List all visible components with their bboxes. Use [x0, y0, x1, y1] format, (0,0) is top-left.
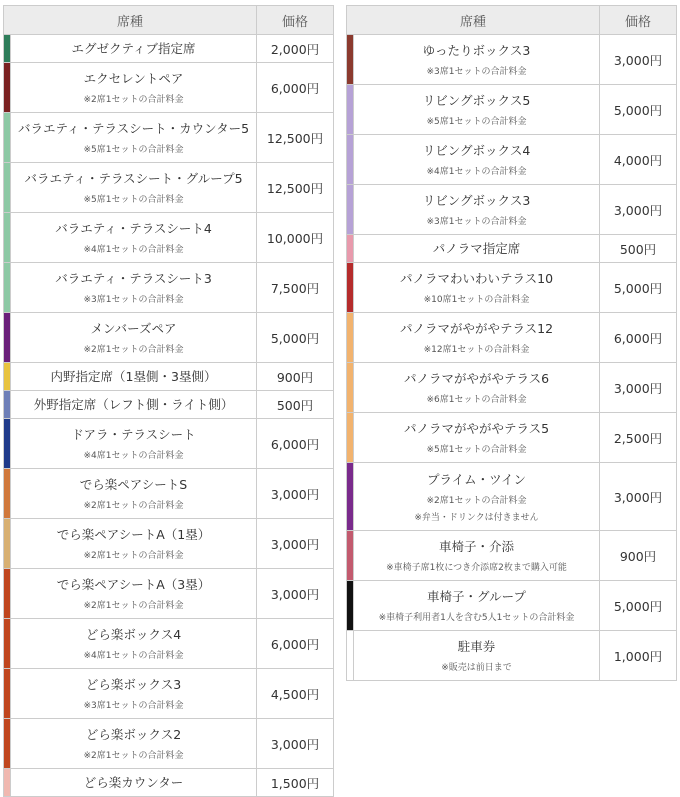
seat-name: バラエティ・テラスシート・カウンター5	[17, 121, 250, 136]
table-row	[4, 163, 334, 213]
price-value: 1,000円	[600, 631, 677, 681]
table-body	[347, 35, 677, 681]
table-row	[347, 135, 677, 185]
seat-cell	[11, 469, 257, 519]
seat-note: ※5席1セットの合計料金	[83, 145, 184, 155]
seat-color-bar	[4, 419, 11, 469]
seat-name: でら楽ペアシートA（3塁）	[56, 577, 211, 592]
price-value: 900円	[257, 363, 334, 391]
seat-name: プライム・ツイン	[427, 471, 527, 487]
table-row	[4, 469, 334, 519]
seat-cell	[11, 163, 257, 213]
table-header-row	[4, 6, 334, 35]
seat-cell	[11, 391, 257, 419]
price-value: 10,000円	[257, 213, 334, 263]
seat-name: でら楽ペアシートA（1塁）	[56, 527, 211, 542]
seat-color-bar	[4, 113, 11, 163]
seat-note: ※3席1セットの合計料金	[426, 217, 527, 227]
seat-name: 車椅子・グループ	[427, 589, 527, 604]
table-row	[4, 363, 334, 391]
seat-color-bar	[347, 531, 354, 581]
seat-cell	[354, 463, 600, 531]
seat-note: ※12席1セットの合計料金	[423, 345, 530, 355]
table-row	[4, 519, 334, 569]
seat-note: ※車椅子利用者1人を含む5人1セットの合計料金	[378, 613, 575, 623]
price-value: 3,000円	[257, 469, 334, 519]
seat-color-bar	[4, 363, 11, 391]
seat-note: ※3席1セットの合計料金	[426, 67, 527, 77]
seat-name: ドアラ・テラスシート	[71, 427, 196, 442]
seat-name: どら楽カウンター	[83, 775, 184, 790]
table-row	[4, 391, 334, 419]
seat-cell	[11, 569, 257, 619]
table-row	[347, 631, 677, 681]
seat-color-bar	[347, 135, 354, 185]
price-value: 500円	[257, 391, 334, 419]
seat-name: ゆったりボックス3	[422, 43, 531, 58]
seat-note: ※3席1セットの合計料金	[83, 701, 184, 711]
table-row	[347, 363, 677, 413]
seat-name: 内野指定席（1塁側・3塁側）	[50, 369, 217, 384]
seat-cell	[354, 263, 600, 313]
price-value: 6,000円	[257, 419, 334, 469]
seat-cell	[11, 213, 257, 263]
table-row	[4, 35, 334, 63]
seat-cell	[354, 363, 600, 413]
table-row	[347, 35, 677, 85]
seat-cell	[354, 631, 600, 681]
seat-name: バラエティ・テラスシート3	[55, 271, 212, 286]
seat-note: ※2席1セットの合計料金	[83, 95, 184, 105]
price-value: 12,500円	[257, 163, 334, 213]
table-row	[4, 213, 334, 263]
seat-name: リビングボックス3	[422, 193, 531, 208]
table-row	[347, 413, 677, 463]
seat-color-bar	[4, 63, 11, 113]
price-value: 1,500円	[257, 769, 334, 797]
seat-name: パノラマわいわいテラス10	[399, 271, 554, 286]
seat-color-bar	[4, 619, 11, 669]
seat-cell	[11, 63, 257, 113]
seat-color-bar	[347, 313, 354, 363]
seat-price-table-right	[346, 5, 677, 681]
price-value: 6,000円	[257, 619, 334, 669]
seat-note: ※4席1セットの合計料金	[83, 245, 184, 255]
seat-color-bar	[4, 519, 11, 569]
price-value: 3,000円	[600, 363, 677, 413]
seat-color-bar	[4, 719, 11, 769]
table-header-row	[347, 6, 677, 35]
seat-cell	[354, 235, 600, 263]
seat-name: パノラマがやがやテラス5	[403, 421, 550, 436]
seat-cell	[354, 135, 600, 185]
price-value: 6,000円	[600, 313, 677, 363]
seat-color-bar	[4, 213, 11, 263]
seat-color-bar	[347, 581, 354, 631]
seat-color-bar	[347, 235, 354, 263]
seat-name: メンバーズペア	[90, 321, 177, 336]
seat-color-bar	[4, 35, 11, 63]
seat-name: 車椅子・介添	[439, 539, 515, 554]
seat-cell	[11, 419, 257, 469]
seat-name: どら楽ボックス2	[85, 727, 182, 742]
price-value: 4,500円	[257, 669, 334, 719]
table-row	[347, 531, 677, 581]
seat-note: ※4席1セットの合計料金	[83, 451, 184, 461]
seat-note: ※5席1セットの合計料金	[426, 445, 527, 455]
seat-name: 駐車券	[457, 639, 496, 654]
seat-name: どら楽ボックス3	[85, 677, 182, 692]
seat-note: ※2席1セットの合計料金	[83, 751, 184, 761]
seat-note: ※2席1セットの合計料金	[83, 601, 184, 611]
seat-color-bar	[347, 463, 354, 531]
table-row	[4, 113, 334, 163]
seat-cell	[354, 581, 600, 631]
seat-cell	[11, 769, 257, 797]
seat-note: ※10席1セットの合計料金	[423, 295, 530, 305]
table-row	[4, 63, 334, 113]
seat-color-bar	[4, 469, 11, 519]
seat-name: パノラマがやがやテラス12	[399, 321, 554, 336]
table-row	[4, 619, 334, 669]
seat-color-bar	[4, 769, 11, 797]
seat-note: ※4席1セットの合計料金	[426, 167, 527, 177]
table-body	[4, 35, 334, 797]
seat-color-bar	[4, 163, 11, 213]
seat-name: パノラマ指定席	[432, 241, 521, 256]
seat-color-bar	[4, 391, 11, 419]
price-value: 7,500円	[257, 263, 334, 313]
seat-cell	[11, 35, 257, 63]
seat-type-header: 席種	[4, 6, 257, 35]
seat-name: バラエティ・テラスシート・グループ5	[24, 171, 243, 186]
seat-note: ※3席1セットの合計料金	[83, 295, 184, 305]
table-row	[4, 769, 334, 797]
seat-name: リビングボックス5	[422, 93, 531, 108]
price-value: 3,000円	[600, 35, 677, 85]
seat-cell	[354, 413, 600, 463]
seat-color-bar	[347, 413, 354, 463]
seat-name: でら楽ペアシートS	[79, 477, 188, 492]
table-row	[347, 463, 677, 531]
price-value: 3,000円	[257, 569, 334, 619]
price-value: 900円	[600, 531, 677, 581]
seat-note: ※5席1セットの合計料金	[426, 117, 527, 127]
seat-note: ※4席1セットの合計料金	[83, 651, 184, 661]
seat-cell	[354, 85, 600, 135]
seat-type-header: 席種	[347, 6, 600, 35]
table-row	[4, 669, 334, 719]
price-value: 4,000円	[600, 135, 677, 185]
seat-cell	[11, 669, 257, 719]
seat-note: ※2席1セットの合計料金	[83, 551, 184, 561]
table-row	[4, 719, 334, 769]
seat-note: ※販売は前日まで	[441, 663, 512, 673]
seat-cell	[11, 263, 257, 313]
price-value: 5,000円	[600, 581, 677, 631]
table-row	[4, 313, 334, 363]
price-value: 3,000円	[257, 719, 334, 769]
price-value: 500円	[600, 235, 677, 263]
table-row	[4, 263, 334, 313]
price-value: 2,000円	[257, 35, 334, 63]
price-value: 3,000円	[600, 463, 677, 531]
seat-color-bar	[347, 363, 354, 413]
seat-note: ※車椅子席1枚につき介添席2枚まで購入可能	[386, 563, 567, 573]
seat-cell	[11, 619, 257, 669]
price-value: 5,000円	[257, 313, 334, 363]
price-header: 価格	[257, 6, 334, 35]
price-value: 2,500円	[600, 413, 677, 463]
seat-name: 外野指定席（レフト側・ライト側）	[33, 397, 234, 412]
seat-cell	[11, 313, 257, 363]
price-value: 5,000円	[600, 263, 677, 313]
seat-name: バラエティ・テラスシート4	[55, 221, 212, 236]
seat-cell	[354, 313, 600, 363]
seat-color-bar	[347, 185, 354, 235]
seat-name: エグゼクティブ指定席	[71, 41, 196, 56]
seat-color-bar	[347, 35, 354, 85]
seat-color-bar	[4, 313, 11, 363]
seat-note: ※5席1セットの合計料金	[83, 195, 184, 205]
seat-cell	[11, 113, 257, 163]
seat-cell	[354, 185, 600, 235]
seat-color-bar	[4, 669, 11, 719]
seat-note: ※2席1セットの合計料金	[83, 345, 184, 355]
table-row	[4, 569, 334, 619]
table-row	[347, 185, 677, 235]
seat-note: ※2席1セットの合計料金	[426, 495, 527, 506]
price-value: 5,000円	[600, 85, 677, 135]
seat-cell	[11, 519, 257, 569]
table-row	[347, 235, 677, 263]
seat-color-bar	[347, 263, 354, 313]
seat-cell	[354, 35, 600, 85]
seat-name: どら楽ボックス4	[85, 627, 182, 642]
table-row	[347, 581, 677, 631]
seat-color-bar	[4, 569, 11, 619]
table-row	[347, 263, 677, 313]
table-row	[347, 313, 677, 363]
price-header: 価格	[600, 6, 677, 35]
seat-color-bar	[347, 85, 354, 135]
price-value: 3,000円	[600, 185, 677, 235]
table-row	[4, 419, 334, 469]
seat-color-bar	[347, 631, 354, 681]
seat-cell	[11, 719, 257, 769]
price-value: 3,000円	[257, 519, 334, 569]
seat-cell	[354, 531, 600, 581]
seat-color-bar	[4, 263, 11, 313]
seat-note: ※6席1セットの合計料金	[426, 395, 527, 405]
table-row	[347, 85, 677, 135]
price-value: 12,500円	[257, 113, 334, 163]
price-value: 6,000円	[257, 63, 334, 113]
seat-name: エクセレントペア	[83, 71, 184, 86]
seat-note: ※2席1セットの合計料金	[83, 501, 184, 511]
seat-cell	[11, 363, 257, 391]
seat-name: パノラマがやがやテラス6	[403, 371, 550, 386]
seat-price-table-left	[3, 5, 334, 797]
seat-name: リビングボックス4	[422, 143, 531, 158]
seat-note: ※弁当・ドリンクは付きません	[414, 512, 539, 523]
